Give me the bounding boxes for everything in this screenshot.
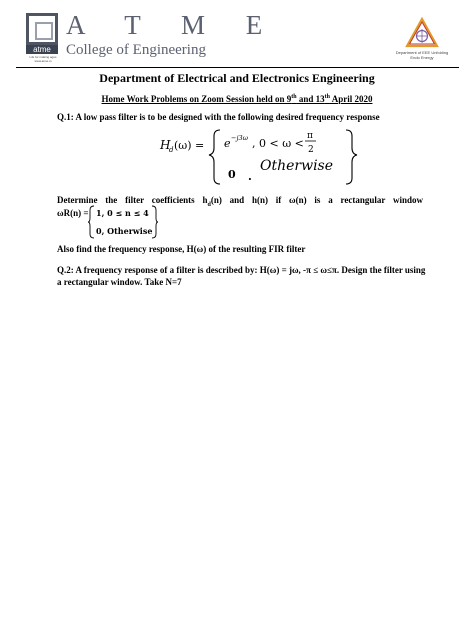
desired-response-equation [158, 126, 358, 188]
eq-lhs: H [160, 138, 171, 152]
determine-sub: d [207, 201, 211, 208]
window-case-1: 1, 0 ≤ n ≤ 4 [96, 208, 149, 218]
window-case-2: 0, Otherwise [96, 226, 153, 236]
eq-case1-base: e [224, 137, 231, 150]
eq-lhs-sub: d [169, 146, 174, 154]
eq-pi-den: 2 [308, 145, 314, 155]
determine-text-start: Determine the filter coefficients h [57, 195, 208, 205]
window-label: ωR(n) = [57, 208, 89, 218]
subtitle-sup-2: th [324, 94, 330, 100]
subtitle-text: Home Work Problems on Zoom Session held on 9 [101, 94, 292, 104]
also-find-text: Also find the frequency response, H(ω) of the resulting FIR filter [57, 244, 306, 254]
logo-word: atme [26, 45, 58, 54]
page-title: Department of Electrical and Electronics Engineering [99, 71, 375, 85]
eq-case1-cond: , 0 < ω < [252, 137, 304, 150]
eq-pi-num: π [307, 131, 313, 141]
eq-case2-sep: . [248, 170, 252, 183]
eq-lhs-arg: (ω) = [174, 139, 205, 152]
brand-subtitle: College of Engineering [66, 42, 206, 58]
department-logo-caption: Department of EEE Unfolding Endo Energy [395, 50, 449, 60]
rectangular-window-definition [88, 204, 158, 240]
session-subtitle [0, 94, 474, 105]
window-right-brace [152, 206, 158, 238]
header-divider [16, 67, 459, 68]
eq-right-brace [346, 130, 357, 184]
college-logo [26, 13, 58, 45]
department-logo-icon [405, 17, 439, 49]
subtitle-mid: and 13 [296, 94, 325, 104]
question-2-line-1: Q.2: A frequency response of a filter is described by: H(ω) = jω, -π ≤ ω≤π. Design the filter using [57, 265, 426, 275]
eq-case1-exp: −j3ω [231, 134, 248, 142]
window-left-brace [88, 206, 94, 238]
question-2-line-2: a rectangular window. Take N=7 [57, 277, 182, 287]
eq-case2-val: 0 [228, 168, 236, 181]
subtitle-end: April 2020 [329, 94, 373, 104]
brand-name: A T M E [66, 10, 280, 40]
eq-case2-cond: Otherwise [260, 158, 334, 174]
eq-left-brace [209, 130, 220, 184]
logo-tagline: Life for making ages www.atme.in [29, 55, 57, 63]
subtitle-sup-1: th [291, 94, 297, 100]
question-1-text: Q.1: A low pass filter is to be designed with the following desired frequency response [57, 112, 380, 122]
determine-text-rest: (n) and h(n) if ω(n) is a rectangular window [210, 195, 423, 205]
logo-square-icon [35, 22, 53, 40]
